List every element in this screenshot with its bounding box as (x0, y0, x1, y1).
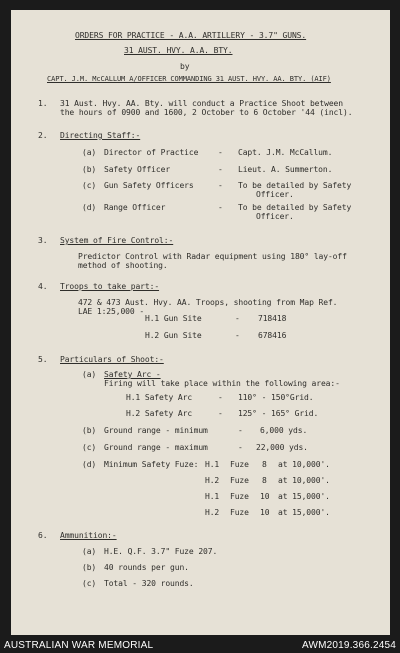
directing-staff-dash: - (218, 203, 223, 212)
safety-arc-label: H.1 Safety Arc (126, 393, 193, 402)
safety-arc-title: Safety Arc - (104, 370, 161, 379)
safety-arc-label: H.2 Safety Arc (126, 409, 193, 418)
directing-staff-value: Lieut. A. Summerton. (238, 165, 333, 174)
fuze-site: H.1 (205, 492, 220, 501)
gun-site-name: H.2 Gun Site (145, 331, 202, 340)
ammunition-letter: (a) (82, 547, 97, 556)
directing-staff-dash: - (218, 181, 223, 190)
range-letter: (c) (82, 443, 97, 452)
fuze-number: 8 (262, 476, 267, 485)
section-3-number: 3. (38, 236, 48, 245)
directing-staff-label: Director of Practice (104, 148, 199, 157)
fuze-label: Minimum Safety Fuze: (104, 460, 199, 469)
fuze-letter: (d) (82, 460, 97, 469)
section-3-title: System of Fire Control:- (60, 236, 174, 245)
directing-staff-value: To be detailed by Safety (238, 203, 352, 212)
safety-arc-dash: - (218, 393, 223, 402)
ammunition-text: H.E. Q.F. 3.7" Fuze 207. (104, 547, 218, 556)
gun-site-ref: 718418 (258, 314, 287, 323)
fuze-site: H.1 (205, 460, 220, 469)
gun-site-dash: - (235, 314, 240, 323)
fuze-number: 10 (260, 508, 270, 517)
section-3-line-2: method of shooting. (78, 261, 168, 270)
fuze-number: 10 (260, 492, 270, 501)
fuze-word: Fuze (230, 508, 249, 517)
fuze-number: 8 (262, 460, 267, 469)
header-author: CAPT. J.M. McCALLUM A/OFFICER COMMANDING 31 AUST. HVY. AA. BTY. (AIF) (47, 75, 331, 83)
header-title: ORDERS FOR PRACTICE - A.A. ARTILLERY - 3.7" GUNS. (75, 31, 307, 40)
section-2-number: 2. (38, 131, 48, 140)
directing-staff-letter: (a) (82, 148, 97, 157)
directing-staff-dash: - (218, 148, 223, 157)
section-1-line-1: 31 Aust. Hvy. AA. Bty. will conduct a Practice Shoot between (60, 99, 343, 108)
fuze-altitude: at 10,000'. (278, 476, 330, 485)
ammunition-letter: (c) (82, 579, 97, 588)
section-5-title: Particulars of Shoot:- (60, 355, 164, 364)
footer-accession-number: AWM2019.366.2454 (301, 640, 396, 651)
ammunition-text: Total - 320 rounds. (104, 579, 194, 588)
fuze-site: H.2 (205, 476, 220, 485)
gun-site-name: H.1 Gun Site (145, 314, 202, 323)
safety-arc-value: 110° - 150°Grid. (238, 393, 314, 402)
section-1-number: 1. (38, 99, 48, 108)
safety-arc-dash: - (218, 409, 223, 418)
fuze-altitude: at 15,000'. (278, 508, 330, 517)
header-unit: 31 AUST. HVY. A.A. BTY. (124, 46, 233, 55)
fuze-word: Fuze (230, 460, 249, 469)
directing-staff-value: Capt. J.M. McCallum. (238, 148, 333, 157)
range-label: Ground range - maximum (104, 443, 208, 452)
section-6-number: 6. (38, 531, 48, 540)
section-5-number: 5. (38, 355, 48, 364)
fuze-altitude: at 15,000'. (278, 492, 330, 501)
fuze-site: H.2 (205, 508, 220, 517)
header-by: by (180, 62, 190, 71)
section-4-title: Troops to take part:- (60, 282, 160, 291)
section-1-line-2: the hours of 0900 and 1600, 2 October to 6 October '44 (incl). (60, 108, 353, 117)
directing-staff-letter: (b) (82, 165, 97, 174)
safety-arc-letter: (a) (82, 370, 97, 379)
gun-site-dash: - (235, 331, 240, 340)
directing-staff-letter: (c) (82, 181, 97, 190)
range-dash: - (238, 426, 243, 435)
fuze-altitude: at 10,000'. (278, 460, 330, 469)
range-letter: (b) (82, 426, 97, 435)
section-4-line-2: LAE 1:25,000 - (78, 307, 145, 316)
directing-staff-label: Safety Officer (104, 165, 171, 174)
section-2-title: Directing Staff:- (60, 131, 141, 140)
range-value: 22,000 yds. (256, 443, 308, 452)
fuze-word: Fuze (230, 492, 249, 501)
directing-staff-value-cont: Officer. (256, 212, 294, 221)
section-6-title: Ammunition:- (60, 531, 117, 540)
directing-staff-letter: (d) (82, 203, 97, 212)
ammunition-letter: (b) (82, 563, 97, 572)
directing-staff-label: Range Officer (104, 203, 166, 212)
section-4-line-1: 472 & 473 Aust. Hvy. AA. Troops, shooting from Map Ref. (78, 298, 338, 307)
range-label: Ground range - minimum (104, 426, 208, 435)
safety-arc-text: Firing will take place within the following area:- (104, 379, 340, 388)
range-value: 6,000 yds. (260, 426, 308, 435)
directing-staff-value: To be detailed by Safety (238, 181, 352, 190)
gun-site-ref: 678416 (258, 331, 287, 340)
safety-arc-value: 125° - 165° Grid. (238, 409, 319, 418)
section-4-number: 4. (38, 282, 48, 291)
ammunition-text: 40 rounds per gun. (104, 563, 189, 572)
directing-staff-dash: - (218, 165, 223, 174)
footer-source-label: AUSTRALIAN WAR MEMORIAL (4, 640, 154, 651)
fuze-word: Fuze (230, 476, 249, 485)
section-3-line-1: Predictor Control with Radar equipment using 180° lay-off (78, 252, 347, 261)
directing-staff-label: Gun Safety Officers (104, 181, 194, 190)
directing-staff-value-cont: Officer. (256, 190, 294, 199)
range-dash: - (238, 443, 243, 452)
